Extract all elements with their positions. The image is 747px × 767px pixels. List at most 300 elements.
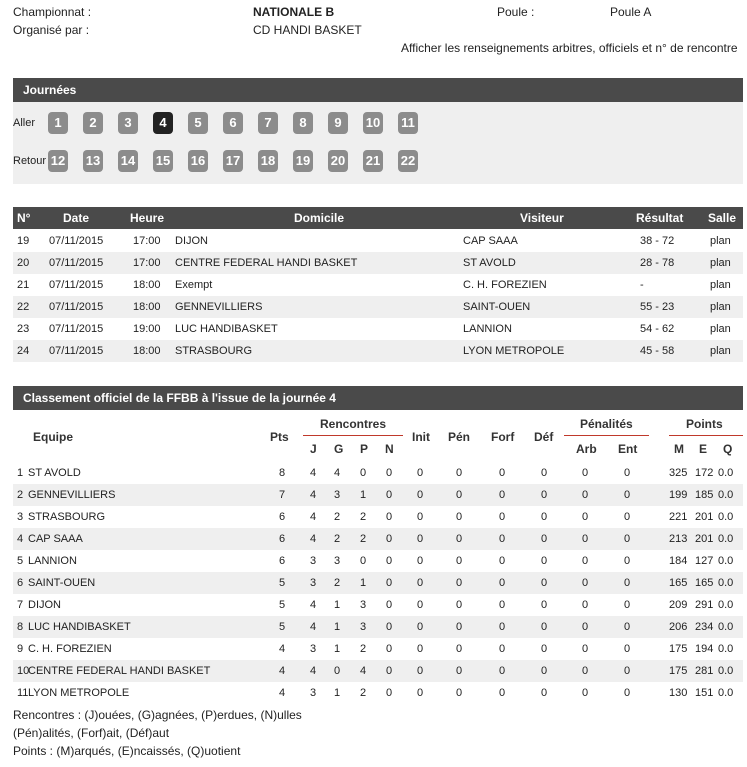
team-p: 0 xyxy=(360,555,367,567)
team-pts: 7 xyxy=(279,489,286,501)
championnat-label: Championnat : xyxy=(13,5,92,19)
team-g: 3 xyxy=(334,489,341,501)
standings-row xyxy=(13,506,743,528)
h-init: Init xyxy=(412,430,430,444)
match-visiteur: LYON METROPOLE xyxy=(463,345,565,357)
match-resultat: 54 - 62 xyxy=(640,323,675,335)
match-row xyxy=(13,340,743,362)
team-def: 0 xyxy=(541,687,548,699)
team-p: 2 xyxy=(360,533,367,545)
team-pts: 4 xyxy=(279,665,286,677)
journee-button-18[interactable]: 18 xyxy=(258,150,278,172)
team-ent: 0 xyxy=(624,533,631,545)
legend-points: Points : (M)arqués, (E)ncaissés, (Q)uotient xyxy=(13,744,241,758)
team-rank: 2 xyxy=(17,489,24,501)
team-p: 3 xyxy=(360,621,367,633)
team-m: 165 xyxy=(669,577,688,589)
team-arb: 0 xyxy=(582,643,589,655)
standings-row xyxy=(13,572,743,594)
h-j: J xyxy=(310,442,317,456)
match-heure: 18:00 xyxy=(133,301,161,313)
team-n: 0 xyxy=(386,665,393,677)
team-q: 0.0 xyxy=(718,621,734,633)
team-pen: 0 xyxy=(456,643,463,655)
h-def: Déf xyxy=(534,430,554,444)
team-name: C. H. FOREZIEN xyxy=(28,643,112,655)
journee-button-4[interactable]: 4 xyxy=(153,112,173,134)
team-m: 175 xyxy=(669,665,688,677)
match-resultat: - xyxy=(640,279,644,291)
team-m: 130 xyxy=(669,687,688,699)
h-p: P xyxy=(360,442,369,456)
match-domicile: Exempt xyxy=(175,279,213,291)
match-heure: 17:00 xyxy=(133,235,161,247)
team-pts: 6 xyxy=(279,555,286,567)
standings-row xyxy=(13,660,743,682)
legend-rencontres: Rencontres : (J)ouées, (G)agnées, (P)erdues, (N)ulles xyxy=(13,708,302,722)
match-domicile: GENNEVILLIERS xyxy=(175,301,263,313)
journee-button-17[interactable]: 17 xyxy=(223,150,243,172)
h-n: N xyxy=(385,442,394,456)
journee-button-19[interactable]: 19 xyxy=(293,150,313,172)
match-row xyxy=(13,230,743,252)
legend-penalites: (Pén)alités, (Forf)ait, (Déf)aut xyxy=(13,726,170,740)
team-init: 0 xyxy=(417,577,424,589)
team-name: DIJON xyxy=(28,599,61,611)
team-pts: 5 xyxy=(279,621,286,633)
team-def: 0 xyxy=(541,577,548,589)
team-pen: 0 xyxy=(456,511,463,523)
journee-button-6[interactable]: 6 xyxy=(223,112,243,134)
team-rank: 6 xyxy=(17,577,24,589)
team-name: LANNION xyxy=(28,555,77,567)
team-init: 0 xyxy=(417,687,424,699)
team-ent: 0 xyxy=(624,511,631,523)
team-ent: 0 xyxy=(624,467,631,479)
aller-label: Aller xyxy=(13,117,36,129)
team-def: 0 xyxy=(541,643,548,655)
team-init: 0 xyxy=(417,533,424,545)
team-j: 4 xyxy=(310,665,317,677)
team-p: 4 xyxy=(360,665,367,677)
journee-button-10[interactable]: 10 xyxy=(363,112,383,134)
standings-row xyxy=(13,550,743,572)
team-name: STRASBOURG xyxy=(28,511,106,523)
match-heure: 17:00 xyxy=(133,257,161,269)
team-forf: 0 xyxy=(499,621,506,633)
journees-title: Journées xyxy=(13,78,743,102)
match-resultat: 45 - 58 xyxy=(640,345,675,357)
team-init: 0 xyxy=(417,643,424,655)
h-g: G xyxy=(334,442,344,456)
team-e: 194 xyxy=(695,643,714,655)
match-visiteur: SAINT-OUEN xyxy=(463,301,531,313)
match-resultat: 28 - 78 xyxy=(640,257,675,269)
journee-button-21[interactable]: 21 xyxy=(363,150,383,172)
team-name: CENTRE FEDERAL HANDI BASKET xyxy=(28,665,211,677)
team-pts: 6 xyxy=(279,511,286,523)
journee-button-13[interactable]: 13 xyxy=(83,150,103,172)
col-domicile: Domicile xyxy=(294,211,345,225)
team-m: 199 xyxy=(669,489,688,501)
standings-row xyxy=(13,462,743,484)
poule-label: Poule : xyxy=(497,5,535,19)
team-forf: 0 xyxy=(499,511,506,523)
journee-button-1[interactable]: 1 xyxy=(48,112,68,134)
team-q: 0.0 xyxy=(718,687,734,699)
match-date: 07/11/2015 xyxy=(49,235,104,247)
team-p: 2 xyxy=(360,643,367,655)
col-date: Date xyxy=(63,211,90,225)
team-n: 0 xyxy=(386,489,393,501)
match-salle-link[interactable]: plan xyxy=(710,345,731,357)
team-forf: 0 xyxy=(499,467,506,479)
team-j: 3 xyxy=(310,687,317,699)
team-name: CAP SAAA xyxy=(28,533,83,545)
team-e: 127 xyxy=(695,555,714,567)
standings-row xyxy=(13,528,743,550)
h-q: Q xyxy=(723,442,733,456)
h-penalites: Pénalités xyxy=(580,417,633,431)
h-pen: Pén xyxy=(448,430,471,444)
team-pen: 0 xyxy=(456,599,463,611)
journee-button-5[interactable]: 5 xyxy=(188,112,208,134)
team-arb: 0 xyxy=(582,511,589,523)
team-rank: 7 xyxy=(17,599,24,611)
match-salle-link[interactable]: plan xyxy=(710,301,731,313)
team-init: 0 xyxy=(417,621,424,633)
team-rank: 9 xyxy=(17,643,24,655)
team-e: 291 xyxy=(695,599,714,611)
team-n: 0 xyxy=(386,687,393,699)
team-j: 3 xyxy=(310,555,317,567)
match-resultat: 38 - 72 xyxy=(640,235,675,247)
match-date: 07/11/2015 xyxy=(49,279,104,291)
journee-button-14[interactable]: 14 xyxy=(118,150,138,172)
team-arb: 0 xyxy=(582,467,589,479)
team-def: 0 xyxy=(541,533,548,545)
team-p: 1 xyxy=(360,577,367,589)
team-e: 185 xyxy=(695,489,714,501)
team-n: 0 xyxy=(386,577,393,589)
team-n: 0 xyxy=(386,621,393,633)
retour-label: Retour xyxy=(13,155,47,167)
standings-row xyxy=(13,616,743,638)
team-ent: 0 xyxy=(624,489,631,501)
match-salle-link[interactable]: plan xyxy=(710,279,731,291)
h-arb: Arb xyxy=(576,442,597,456)
team-forf: 0 xyxy=(499,665,506,677)
journee-button-7[interactable]: 7 xyxy=(258,112,278,134)
team-g: 1 xyxy=(334,599,341,611)
team-q: 0.0 xyxy=(718,665,734,677)
team-rank: 11 xyxy=(17,687,29,699)
team-j: 4 xyxy=(310,511,317,523)
team-pts: 4 xyxy=(279,687,286,699)
team-rank: 10 xyxy=(17,665,30,677)
h-points: Points xyxy=(686,417,723,431)
team-n: 0 xyxy=(386,555,393,567)
team-init: 0 xyxy=(417,599,424,611)
match-num: 22 xyxy=(17,301,30,313)
championnat-value: NATIONALE B xyxy=(253,5,335,19)
team-e: 151 xyxy=(695,687,714,699)
team-j: 4 xyxy=(310,621,317,633)
team-q: 0.0 xyxy=(718,643,734,655)
team-arb: 0 xyxy=(582,555,589,567)
team-forf: 0 xyxy=(499,555,506,567)
team-m: 184 xyxy=(669,555,688,567)
team-arb: 0 xyxy=(582,621,589,633)
journee-button-11[interactable]: 11 xyxy=(398,112,418,134)
h-equipe: Equipe xyxy=(33,430,74,444)
journee-button-2[interactable]: 2 xyxy=(83,112,103,134)
team-pen: 0 xyxy=(456,621,463,633)
team-q: 0.0 xyxy=(718,511,734,523)
match-heure: 19:00 xyxy=(133,323,161,335)
team-n: 0 xyxy=(386,467,393,479)
organise-label: Organisé par : xyxy=(13,23,90,37)
team-def: 0 xyxy=(541,599,548,611)
journee-button-20[interactable]: 20 xyxy=(328,150,348,172)
team-p: 2 xyxy=(360,687,367,699)
match-row xyxy=(13,252,743,274)
team-init: 0 xyxy=(417,555,424,567)
team-forf: 0 xyxy=(499,533,506,545)
journee-button-3[interactable]: 3 xyxy=(118,112,138,134)
team-n: 0 xyxy=(386,511,393,523)
team-j: 4 xyxy=(310,533,317,545)
team-p: 0 xyxy=(360,467,367,479)
team-arb: 0 xyxy=(582,599,589,611)
journee-button-22[interactable]: 22 xyxy=(398,150,418,172)
team-name: SAINT-OUEN xyxy=(28,577,96,589)
team-e: 172 xyxy=(695,467,714,479)
h-ent: Ent xyxy=(618,442,638,456)
penalites-underline xyxy=(564,435,649,436)
team-m: 221 xyxy=(669,511,688,523)
team-e: 165 xyxy=(695,577,714,589)
team-arb: 0 xyxy=(582,665,589,677)
team-forf: 0 xyxy=(499,599,506,611)
col-heure: Heure xyxy=(130,211,165,225)
h-pts: Pts xyxy=(270,430,289,444)
team-pen: 0 xyxy=(456,687,463,699)
journee-button-16[interactable]: 16 xyxy=(188,150,208,172)
team-init: 0 xyxy=(417,511,424,523)
team-pen: 0 xyxy=(456,533,463,545)
team-m: 325 xyxy=(669,467,688,479)
match-domicile: STRASBOURG xyxy=(175,345,253,357)
show-referees-link[interactable]: Afficher les renseignements arbitres, officiels et n° de rencontre xyxy=(401,41,738,55)
team-pen: 0 xyxy=(456,467,463,479)
match-num: 24 xyxy=(17,345,30,357)
team-j: 4 xyxy=(310,489,317,501)
team-q: 0.0 xyxy=(718,467,734,479)
standings-header xyxy=(13,410,743,462)
team-g: 2 xyxy=(334,577,341,589)
team-m: 209 xyxy=(669,599,688,611)
match-num: 20 xyxy=(17,257,30,269)
journee-button-12[interactable]: 12 xyxy=(48,150,68,172)
team-m: 213 xyxy=(669,533,688,545)
standings-title: Classement officiel de la FFBB à l'issue de la journée 4 xyxy=(13,386,743,410)
team-m: 206 xyxy=(669,621,688,633)
team-pts: 4 xyxy=(279,643,286,655)
match-date: 07/11/2015 xyxy=(49,323,104,335)
team-pts: 8 xyxy=(279,467,286,479)
team-n: 0 xyxy=(386,643,393,655)
poule-value: Poule A xyxy=(610,5,652,19)
match-visiteur: CAP SAAA xyxy=(463,235,518,247)
team-arb: 0 xyxy=(582,687,589,699)
team-g: 2 xyxy=(334,511,341,523)
team-p: 3 xyxy=(360,599,367,611)
team-ent: 0 xyxy=(624,643,631,655)
team-init: 0 xyxy=(417,665,424,677)
team-e: 201 xyxy=(695,533,714,545)
team-init: 0 xyxy=(417,489,424,501)
team-name: LUC HANDIBASKET xyxy=(28,621,131,633)
points-underline xyxy=(669,435,743,436)
team-rank: 1 xyxy=(17,467,24,479)
match-visiteur: LANNION xyxy=(463,323,512,335)
match-date: 07/11/2015 xyxy=(49,257,104,269)
team-pen: 0 xyxy=(456,577,463,589)
team-e: 281 xyxy=(695,665,714,677)
match-heure: 18:00 xyxy=(133,279,161,291)
team-q: 0.0 xyxy=(718,533,734,545)
match-domicile: CENTRE FEDERAL HANDI BASKET xyxy=(175,257,358,269)
team-def: 0 xyxy=(541,555,548,567)
team-n: 0 xyxy=(386,599,393,611)
team-arb: 0 xyxy=(582,577,589,589)
team-def: 0 xyxy=(541,511,548,523)
match-row xyxy=(13,296,743,318)
team-def: 0 xyxy=(541,489,548,501)
team-ent: 0 xyxy=(624,665,631,677)
team-pen: 0 xyxy=(456,489,463,501)
match-date: 07/11/2015 xyxy=(49,301,104,313)
team-g: 1 xyxy=(334,621,341,633)
match-salle-link[interactable]: plan xyxy=(710,257,731,269)
team-n: 0 xyxy=(386,533,393,545)
team-ent: 0 xyxy=(624,687,631,699)
team-pts: 6 xyxy=(279,533,286,545)
team-g: 2 xyxy=(334,533,341,545)
team-rank: 5 xyxy=(17,555,24,567)
match-date: 07/11/2015 xyxy=(49,345,104,357)
team-forf: 0 xyxy=(499,643,506,655)
h-e: E xyxy=(699,442,708,456)
team-p: 2 xyxy=(360,511,367,523)
matches-header xyxy=(13,207,743,229)
team-e: 234 xyxy=(695,621,714,633)
match-salle-link[interactable]: plan xyxy=(710,323,731,335)
team-pts: 5 xyxy=(279,577,286,589)
team-q: 0.0 xyxy=(718,577,734,589)
team-g: 1 xyxy=(334,643,341,655)
team-j: 4 xyxy=(310,467,317,479)
team-rank: 3 xyxy=(17,511,24,523)
team-q: 0.0 xyxy=(718,599,734,611)
h-m: M xyxy=(674,442,684,456)
team-ent: 0 xyxy=(624,621,631,633)
team-name: ST AVOLD xyxy=(28,467,81,479)
match-row xyxy=(13,318,743,340)
team-ent: 0 xyxy=(624,577,631,589)
team-name: LYON METROPOLE xyxy=(28,687,130,699)
match-salle-link[interactable]: plan xyxy=(710,235,731,247)
team-ent: 0 xyxy=(624,555,631,567)
team-pen: 0 xyxy=(456,665,463,677)
team-forf: 0 xyxy=(499,687,506,699)
col-visiteur: Visiteur xyxy=(520,211,564,225)
journee-button-9[interactable]: 9 xyxy=(328,112,348,134)
team-pen: 0 xyxy=(456,555,463,567)
team-forf: 0 xyxy=(499,577,506,589)
team-rank: 8 xyxy=(17,621,24,633)
journee-button-15[interactable]: 15 xyxy=(153,150,173,172)
standings-row xyxy=(13,594,743,616)
organise-value: CD HANDI BASKET xyxy=(253,23,362,37)
match-row xyxy=(13,274,743,296)
team-g: 0 xyxy=(334,665,341,677)
match-visiteur: C. H. FOREZIEN xyxy=(463,279,547,291)
match-resultat: 55 - 23 xyxy=(640,301,675,313)
match-heure: 18:00 xyxy=(133,345,161,357)
standings-row xyxy=(13,682,743,704)
team-m: 175 xyxy=(669,643,688,655)
standings-row xyxy=(13,638,743,660)
team-def: 0 xyxy=(541,467,548,479)
journees-panel xyxy=(13,102,743,184)
team-pts: 5 xyxy=(279,599,286,611)
team-def: 0 xyxy=(541,665,548,677)
team-arb: 0 xyxy=(582,489,589,501)
match-num: 23 xyxy=(17,323,30,335)
team-g: 3 xyxy=(334,555,341,567)
col-salle: Salle xyxy=(708,211,737,225)
h-forf: Forf xyxy=(491,430,515,444)
team-q: 0.0 xyxy=(718,489,734,501)
col-resultat: Résultat xyxy=(636,211,684,225)
h-rencontres: Rencontres xyxy=(320,417,387,431)
team-j: 4 xyxy=(310,599,317,611)
standings-row xyxy=(13,484,743,506)
team-g: 4 xyxy=(334,467,341,479)
team-p: 1 xyxy=(360,489,367,501)
team-ent: 0 xyxy=(624,599,631,611)
team-name: GENNEVILLIERS xyxy=(28,489,116,501)
match-domicile: LUC HANDIBASKET xyxy=(175,323,278,335)
match-num: 19 xyxy=(17,235,30,247)
match-domicile: DIJON xyxy=(175,235,208,247)
team-forf: 0 xyxy=(499,489,506,501)
team-g: 1 xyxy=(334,687,341,699)
team-init: 0 xyxy=(417,467,424,479)
team-j: 3 xyxy=(310,577,317,589)
team-rank: 4 xyxy=(17,533,24,545)
team-def: 0 xyxy=(541,621,548,633)
match-num: 21 xyxy=(17,279,30,291)
team-arb: 0 xyxy=(582,533,589,545)
team-e: 201 xyxy=(695,511,714,523)
match-visiteur: ST AVOLD xyxy=(463,257,516,269)
journee-button-8[interactable]: 8 xyxy=(293,112,313,134)
col-num: N° xyxy=(17,211,31,225)
rencontres-underline xyxy=(303,435,403,436)
